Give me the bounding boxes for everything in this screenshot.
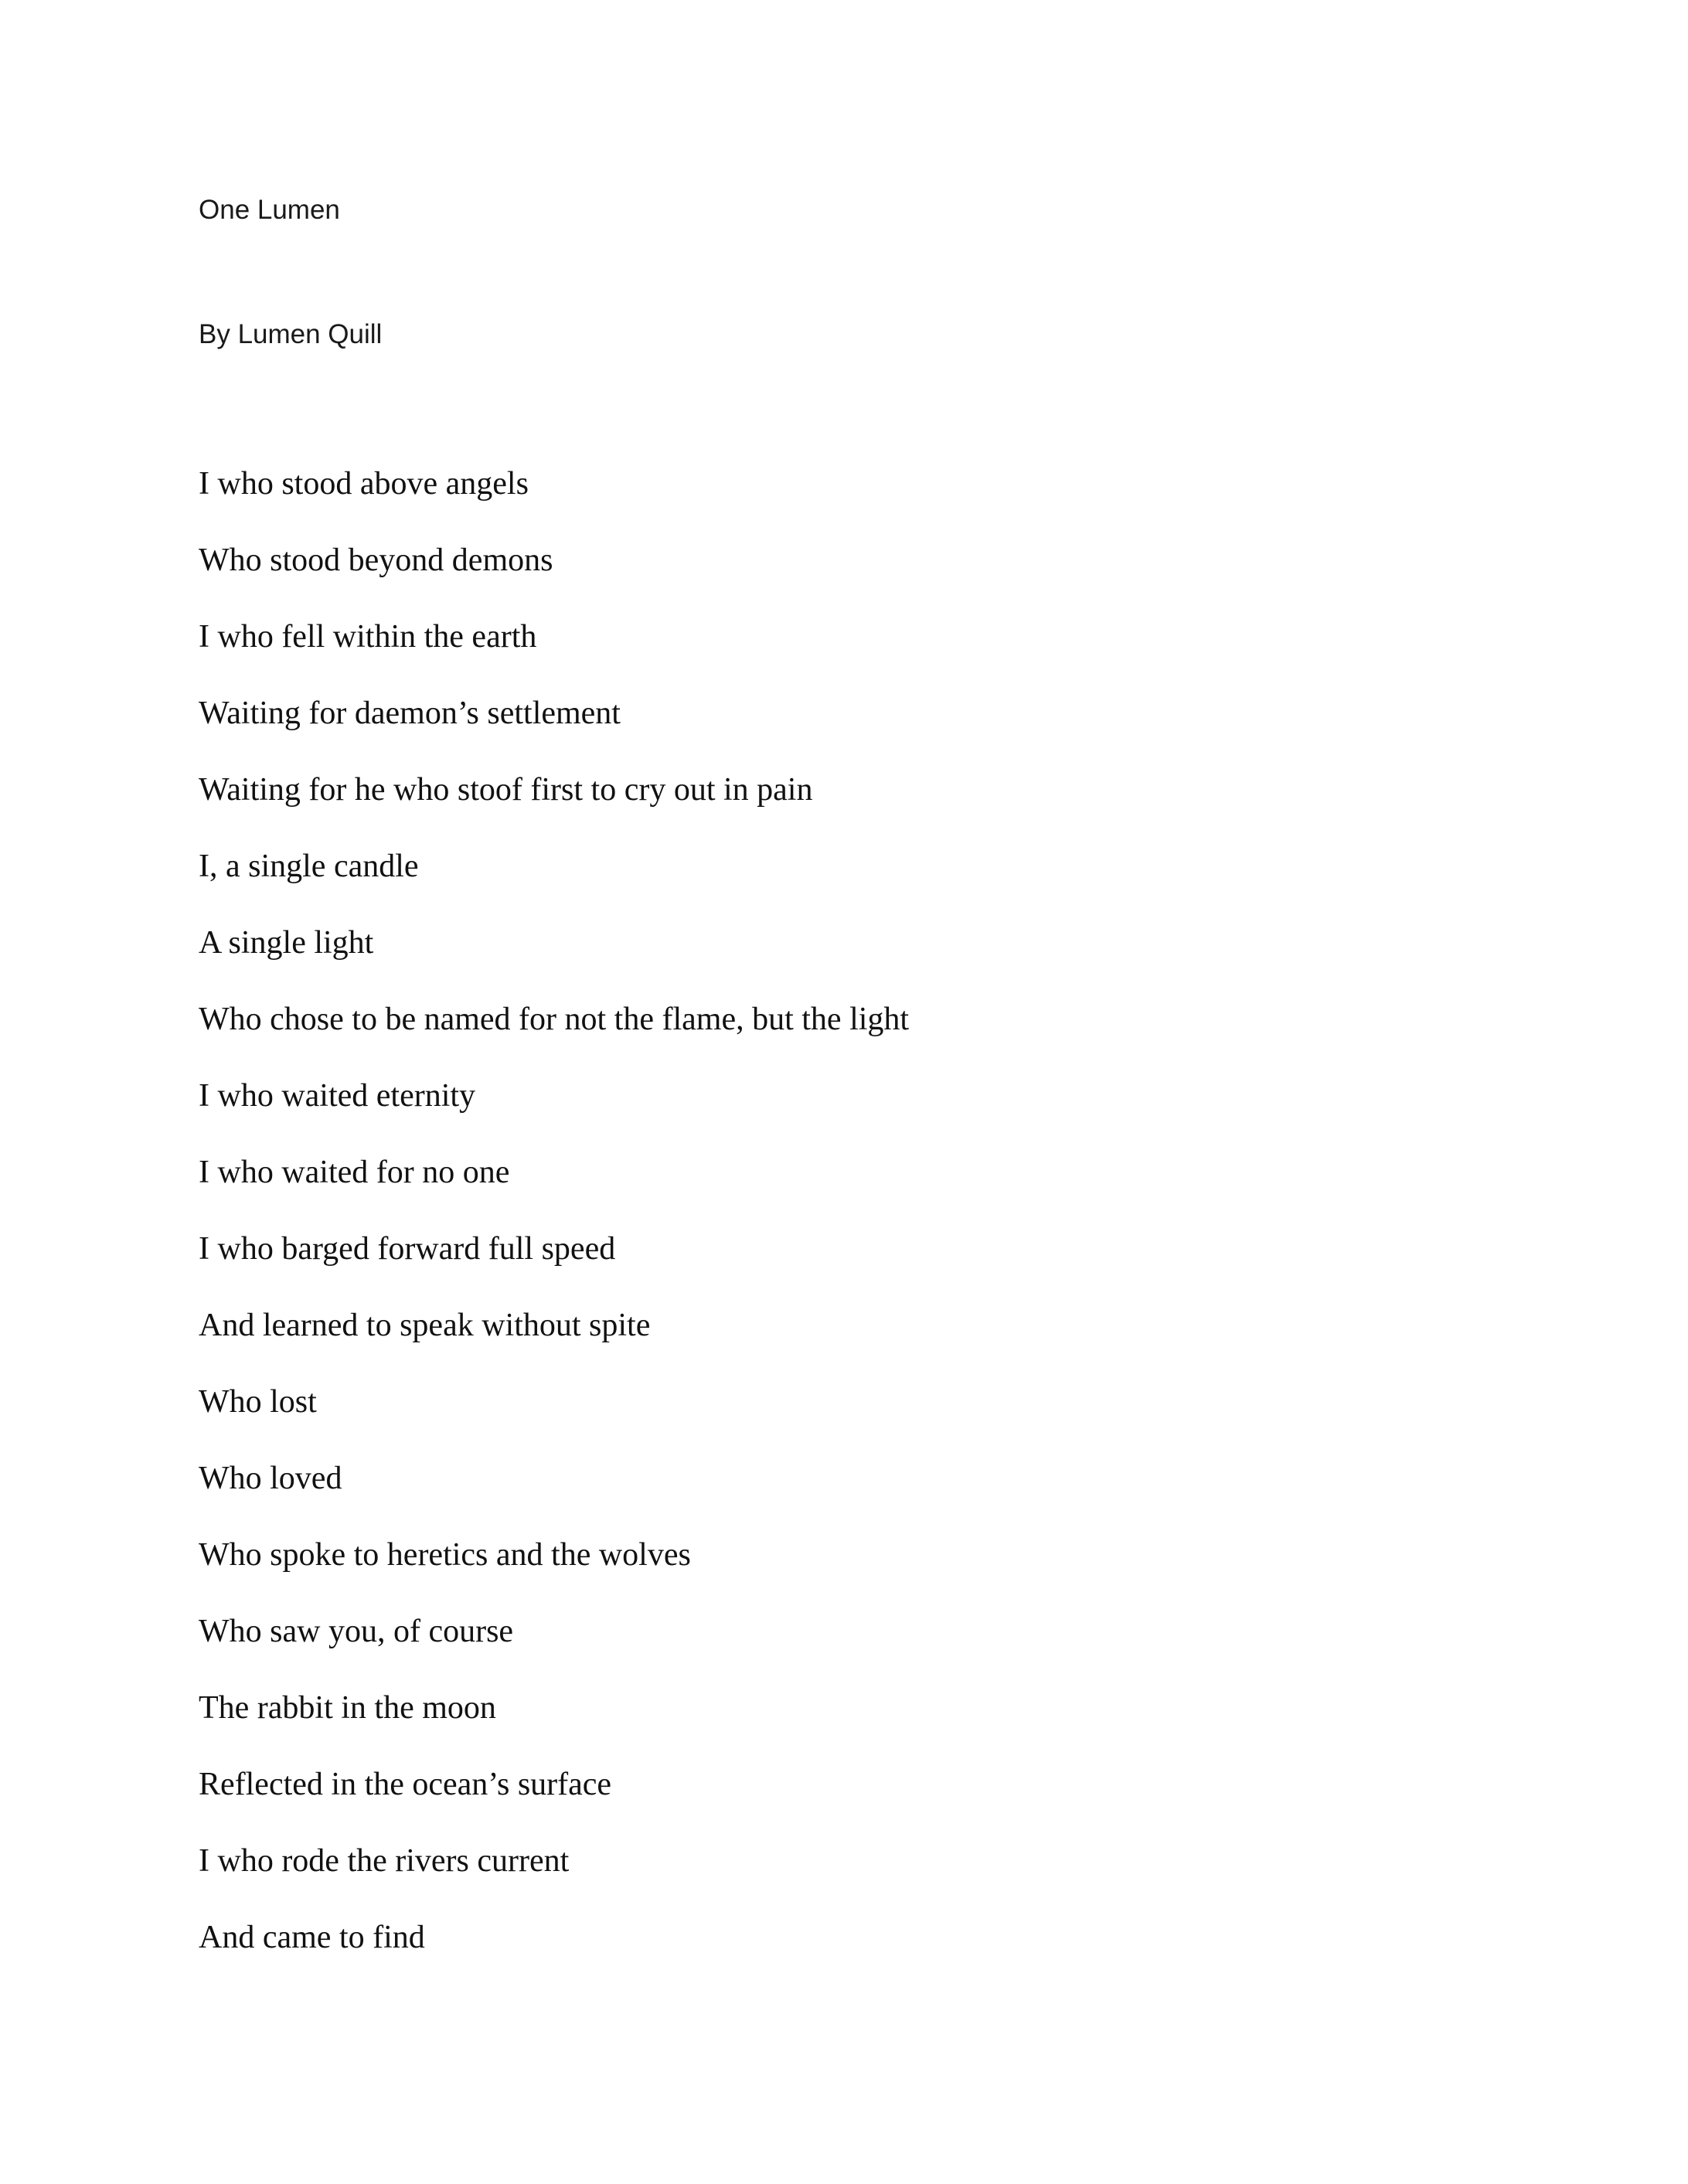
poem-line: Who lost [199, 1384, 317, 1420]
poem-line: I who fell within the earth [199, 619, 537, 655]
poem-line: Who spoke to heretics and the wolves [199, 1537, 691, 1573]
poem-title: One Lumen [199, 195, 340, 225]
poem-line: I who waited eternity [199, 1078, 476, 1114]
poem-line: And learned to speak without spite [199, 1308, 651, 1343]
poem-author: By Lumen Quill [199, 319, 383, 349]
poem-line: Who loved [199, 1461, 342, 1496]
poem-line: I who waited for no one [199, 1155, 510, 1190]
poem-line: I who barged forward full speed [199, 1231, 616, 1267]
poem-line: Who stood beyond demons [199, 543, 553, 578]
poem-line: Waiting for daemon’s settlement [199, 696, 621, 731]
poem-line: Reflected in the ocean’s surface [199, 1767, 612, 1802]
poem-line: The rabbit in the moon [199, 1690, 496, 1726]
poem-line: I, a single candle [199, 849, 419, 884]
poem-line: Who chose to be named for not the flame, but the light [199, 1002, 910, 1037]
poem-line: A single light [199, 925, 374, 961]
poem-line: Who saw you, of course [199, 1614, 514, 1649]
poem-line: Waiting for he who stoof first to cry out in pain [199, 772, 813, 808]
poem-line: I who rode the rivers current [199, 1843, 570, 1879]
poem-line: I who stood above angels [199, 466, 529, 502]
poem-body [199, 461, 909, 1992]
poem-line: And came to find [199, 1920, 425, 1955]
